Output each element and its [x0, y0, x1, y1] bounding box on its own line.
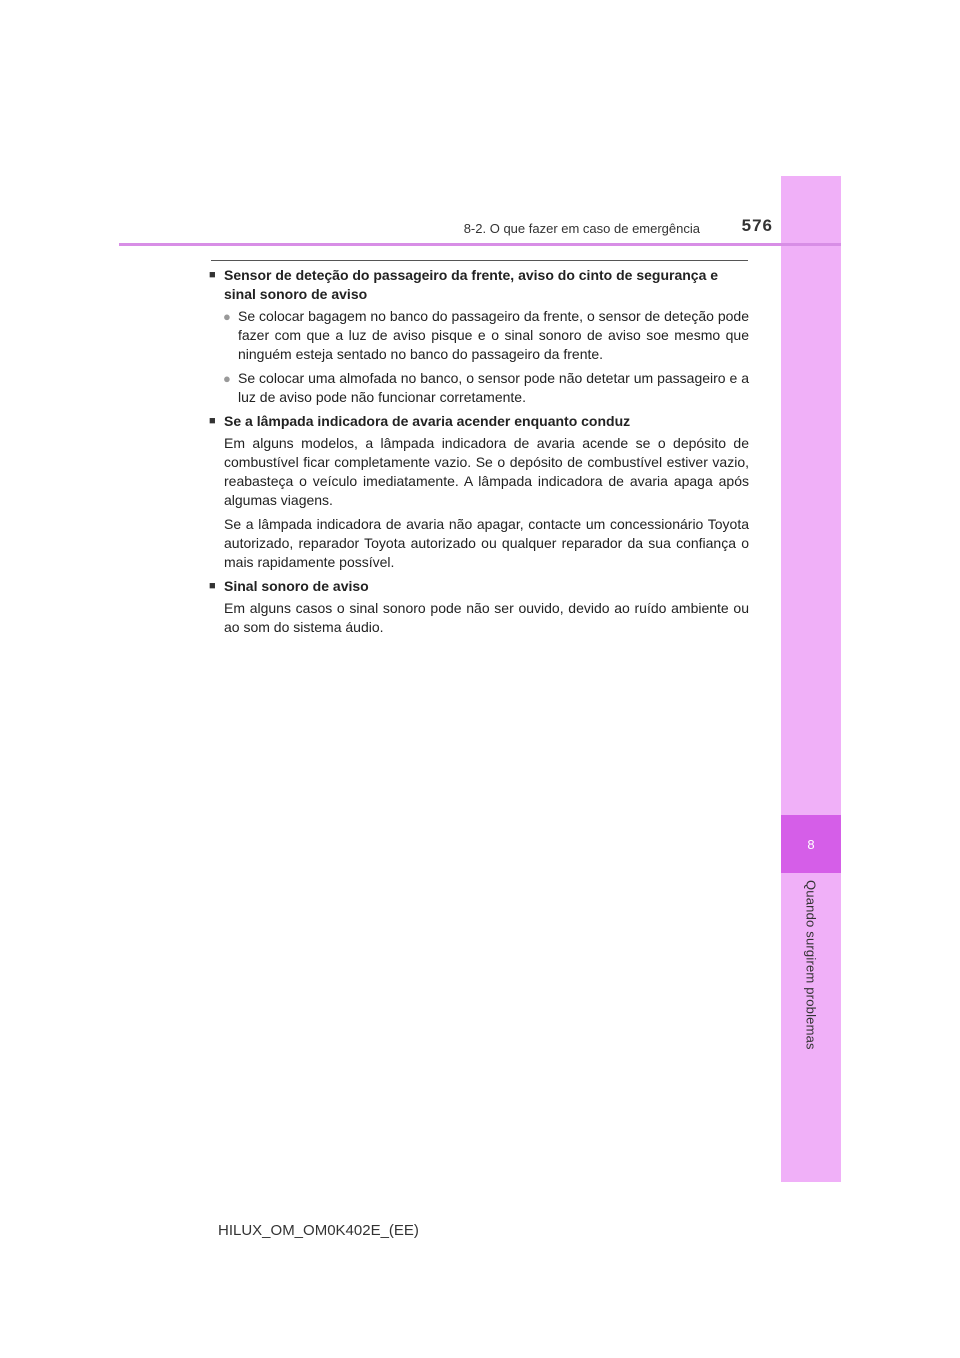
- section-title-row: [209, 412, 749, 431]
- section-title: Sinal sonoro de aviso: [224, 578, 369, 594]
- circle-bullet-icon: ●: [223, 371, 231, 386]
- content-top-rule: [211, 260, 748, 261]
- chapter-number-box: [781, 815, 841, 873]
- bullet-text: Se colocar bagagem no banco do passageiro da frente, o sensor de deteção pode fazer com que a luz de aviso pisque e o sinal sonoro de aviso soe mesmo que ninguém esteja sentado no banco do passageiro da frente.: [238, 308, 749, 362]
- section-malfunction-lamp: [209, 412, 749, 572]
- bullet-text: Se colocar uma almofada no banco, o sensor pode não detetar um passageiro e a luz de aviso pode não funcionar corretamente.: [238, 370, 749, 405]
- section-passenger-sensor: [209, 266, 749, 407]
- section-title-row: [209, 266, 749, 304]
- square-bullet-icon: ■: [209, 269, 216, 281]
- chapter-title-vertical: [781, 880, 841, 1080]
- page-content: [209, 266, 749, 642]
- section-heading: 8-2. O que fazer em caso de emergência: [463, 221, 700, 236]
- document-code: HILUX_OM_OM0K402E_(EE): [218, 1222, 419, 1239]
- section-title: Sensor de deteção do passageiro da frente, aviso do cinto de segurança e sinal sonoro de aviso: [224, 267, 719, 302]
- square-bullet-icon: ■: [209, 415, 216, 427]
- chapter-title: Quando surgirem problemas: [803, 880, 819, 1050]
- section-warning-buzzer: [209, 577, 749, 637]
- list-item: [223, 307, 749, 364]
- section-title-row: [209, 577, 749, 596]
- paragraph: Em alguns modelos, a lâmpada indicadora de avaria acende se o depósito de combustível ficar completamente vazio. Se o depósito de combustível estiver vazio, reabasteça o veículo imediatamente. A lâmpada indicadora de avaria apaga após algumas viagens.: [224, 435, 749, 508]
- list-item: [223, 369, 749, 407]
- chapter-number: 8: [807, 836, 815, 852]
- page-number: 576: [741, 216, 773, 235]
- header-divider: [119, 243, 841, 246]
- paragraph: Se a lâmpada indicadora de avaria não apagar, contacte um concessionário Toyota autorizado, reparador Toyota autorizado ou qualquer reparador da sua confiança o mais rapidamente possível.: [224, 516, 749, 570]
- circle-bullet-icon: ●: [223, 309, 231, 324]
- square-bullet-icon: ■: [209, 580, 216, 592]
- paragraph: Em alguns casos o sinal sonoro pode não ser ouvido, devido ao ruído ambiente ou ao som do sistema áudio.: [224, 600, 749, 635]
- section-title: Se a lâmpada indicadora de avaria acender enquanto conduz: [224, 413, 631, 429]
